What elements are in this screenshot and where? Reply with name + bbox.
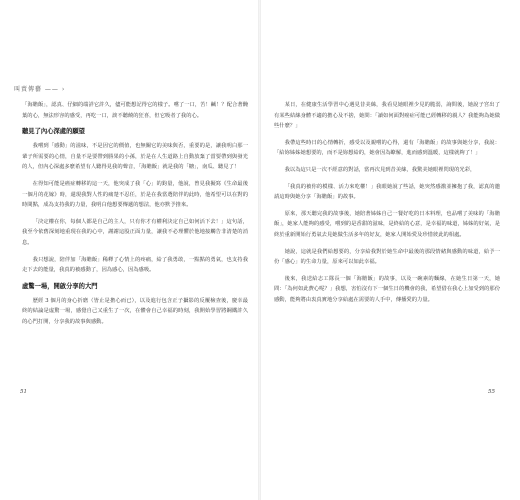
- right-page: [274, 100, 500, 312]
- paragraph: 我只想說，陪伴加「海贍飯」稀釋了心情上的疼痛，給了我勇敢，一點點的勇氣，也支持我走下去的能量，我真的被感動了，因為感心，因為感吸。: [22, 256, 248, 274]
- section-heading: 虛驚一場，開啟分享的大門: [22, 282, 98, 290]
- paragraph: 我以為這只是一次不經意的對話，當再次見到昔美絲，我驚美她眼裡閃現的光彩，: [284, 166, 476, 173]
- paragraph: 後來，我送給志工隊長一個「海贍飯」的故事，以及一碗素的麵線，在她生日第一天，她問：「為何如此費心呢？」我想，害怕沒有下一個生日的機會的我，希望借在我心上加受到的那份感動，能夠將由衷真實地分享給處在需要的人手中，傳播愛的力量。: [274, 275, 500, 303]
- paragraph: 歷經 3 個月的身心折磨（皆止是擔心而已），以及進行包含正子攝影的反覆檢查後，慶幸最終的結論是虛驚一場，感覺自己又重生了一次，在體會自己幸福的時刻，我開始學習將鋼鐵許久的心門打開，分享我的故事與感動。: [22, 297, 248, 325]
- paragraph: 原來，那天聽完我的故事後，她陪著姊姊自己一餐好吃的日本料理，也品嚐了美味的「海贍飯」，她家人能夠的感受，嚐到的是香甜的滋味，是終給的心意，是幸福的味道，姊姊的好氣，是終於重新開始行勇氣去見她做生活多年的好友，她家人開始愛及珍惜彼此的相處。: [274, 210, 500, 238]
- paragraph: 在得知可能是癌症轉移的這一天，他突成了我「心」的鈞量，他說，曾見我擬寫《生命最後一個月的花嫁》時，還現我對人性的痛楚不忍任，於是在我當選陪伴的此時，他希望可以在對的時間點，成為支持我的力量，我明白他想要傳遞的想法，他亦默予推來。: [22, 180, 248, 209]
- paragraph: 某日，在健康生活學習中心遇見昔美絲，我看見她眼裡少見的脆弱，詢問後，她說子宮出了有某些結絲身體不適的擔心及不捨，她問：「讀如何面對癌症可能已經轉移的親人？我能夠為她做些什麼？」: [274, 102, 500, 130]
- running-header: 叫賣傳藝 —— ›: [14, 86, 66, 93]
- page-number-right: 55: [488, 389, 495, 395]
- book-gutter: [258, 0, 261, 500]
- section-heading: 聽見了內心深處的願望: [22, 128, 85, 136]
- paragraph: 「海贍飯」，認真、仔細的端詳它許久，儘可能想記得它的樣子。嚐了一口，苦！鹹！？配合著醃葉的心，無法形容的感受，再吃一口，談不聽饒的狂喜，但它吸者了我的心。: [22, 102, 248, 119]
- page-number-left: 51: [20, 389, 27, 395]
- paragraph: 「決定權在你，每個人都是自己的主人，只有你才有權利決定自己如何活下去！」這句話，我至今依舊深刻地重現在我的心中，謝謝這股正面力量，讓我不必理懼於他地接觸告非清楚的消息。: [22, 218, 248, 246]
- paragraph: 「我真的被你的模樣、活力來吃權！」我眼她說了些話，她突然感激並擁抱了我，認真的邀請這時與她分享「海贍飯」的故事。: [274, 183, 500, 201]
- paragraph: 我嚐到「感動」的滋味，不是因它的價值，也無關它的美味與否，重要的是，讓我明白那一輩子所需要的心情，自量不是要帶到勝果的小孫，於是在人生道路上自動放棄了當要帶到與發光的人，但內心深處多麼希望有人聽得見我的聲音，「海贍飯」就是我的「糖」，南瓜、聽見了！: [22, 143, 248, 171]
- paragraph: 她說，這就是我們給想要的，分享給我對於她生命中最後的那段情緒與感動的味道，給予一份「感心」的生命力量，原來可以如此幸福。: [274, 248, 500, 266]
- paragraph: 我帶這些時日的心情轉折，感受以及親嚐的心得，還有「海贍飯」的故事與她分享，我說：「給妳姊姊她想要的，而不是妳想給的，她會因為瞭解，進而感到溫暖，這樣就夠了！」: [274, 139, 500, 157]
- left-page: [22, 100, 248, 334]
